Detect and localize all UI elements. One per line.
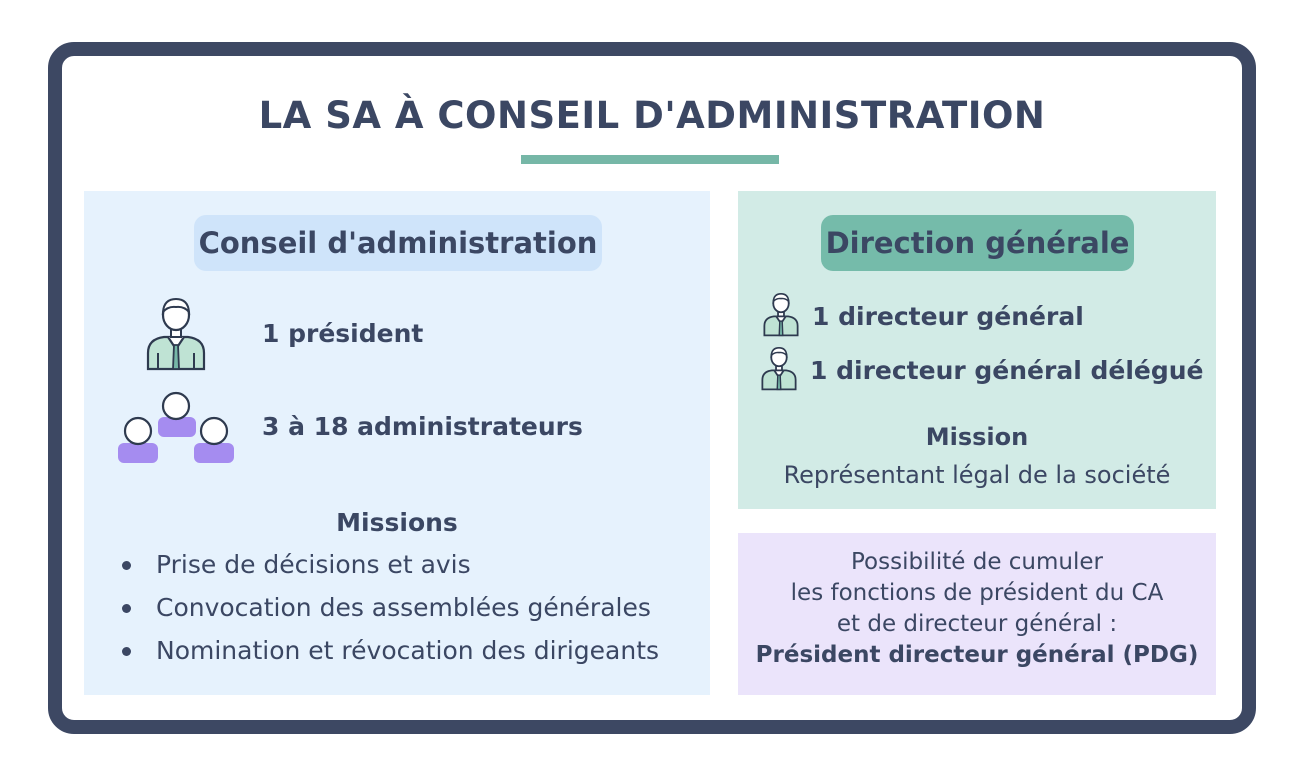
direction-heading: Direction générale	[821, 215, 1134, 271]
directeur-general-row	[762, 291, 1084, 341]
mission-text: Représentant légal de la société	[783, 461, 1171, 489]
missions-list	[120, 543, 659, 672]
direction-panel	[738, 191, 1216, 509]
missions-title: Missions	[336, 508, 458, 537]
person-suit-icon	[760, 345, 798, 395]
mission-text: Nomination et révocation des dirigeants	[156, 636, 660, 665]
bullet-icon	[122, 647, 131, 656]
mission-text: Convocation des assemblées générales	[156, 593, 651, 622]
president-label: 1 président	[262, 319, 424, 348]
cumul-panel	[738, 533, 1216, 695]
infographic-frame	[48, 42, 1256, 734]
cumul-text	[738, 547, 1216, 671]
conseil-panel	[84, 191, 710, 695]
directeur-general-delegue-label: 1 directeur général délégué	[810, 355, 1204, 385]
mission-title: Mission	[925, 423, 1029, 451]
cumul-line: les fonctions de président du CA	[790, 580, 1164, 606]
conseil-heading: Conseil d'administration	[194, 215, 602, 271]
list-item	[120, 629, 659, 672]
cumul-pdg: Président directeur général (PDG)	[755, 642, 1199, 668]
directeur-general-delegue-row	[760, 345, 1204, 395]
mission-text: Prise de décisions et avis	[156, 550, 471, 579]
person-suit-icon	[762, 291, 800, 341]
title-underline	[521, 155, 779, 164]
bullet-icon	[122, 604, 131, 613]
bullet-icon	[122, 561, 131, 570]
administrateurs-label: 3 à 18 administrateurs	[262, 412, 583, 441]
cumul-line: Possibilité de cumuler	[851, 549, 1103, 575]
group-icon	[118, 391, 234, 469]
cumul-line: et de directeur général :	[836, 611, 1118, 637]
list-item	[120, 543, 659, 586]
president-icon	[144, 295, 208, 375]
list-item	[120, 586, 659, 629]
directeur-general-label: 1 directeur général	[812, 301, 1084, 331]
page-title: LA SA À CONSEIL D'ADMINISTRATION	[258, 94, 1046, 137]
